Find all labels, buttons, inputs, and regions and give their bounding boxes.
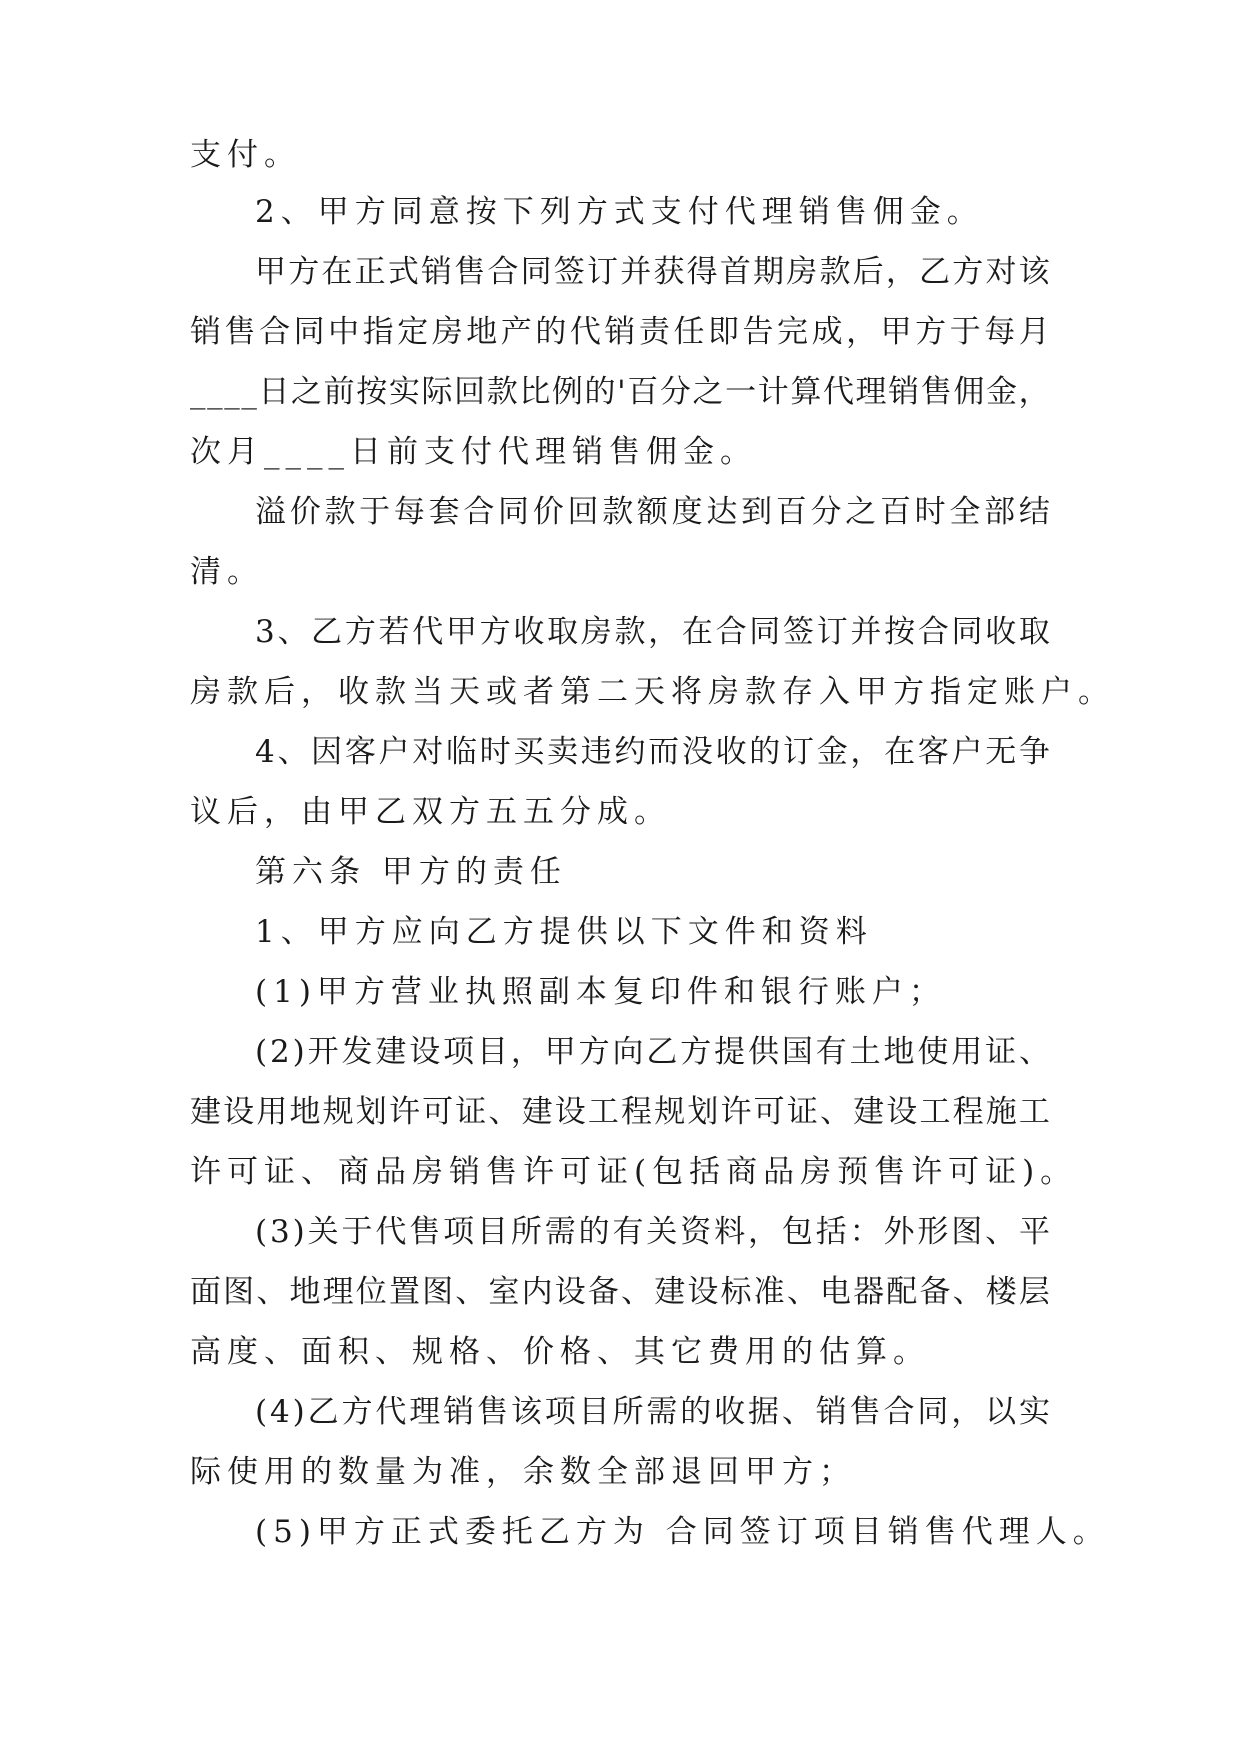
text-line: 面 图 、 地 理 位 置 图 、 室 内 设 备 、 建 设 标 准 、 电 器 配 备 、 楼 层: [190, 1274, 1050, 1310]
text-line: 议后，由甲乙双方五五分成。: [190, 794, 671, 830]
text-line: 甲 方 在 正 式 销 售 合 同 签 订 并 获 得 首 期 房 款 后 ， 乙 方 对 该: [255, 254, 1050, 290]
text-line: ( 2 ) 开 发 建 设 项 目 ， 甲 方 向 乙 方 提 供 国 有 土 地 使 用 证 、: [255, 1034, 1050, 1070]
text-line: (5)甲方正式委托乙方为 合同签订项目销售代理人。: [255, 1514, 1110, 1550]
text-line: 3 、 乙 方 若 代 甲 方 收 取 房 款 ， 在 合 同 签 订 并 按 合 同 收 取: [255, 614, 1050, 650]
text-line: 高度、面积、规格、价格、其它费用的估算。: [190, 1334, 930, 1370]
text-line: ( 3 ) 关 于 代 售 项 目 所 需 的 有 关 资 料 ， 包 括 ： 外 形 图 、 平: [255, 1214, 1050, 1250]
text-line: 房款后，收款当天或者第二天将房款存入甲方指定账户。: [190, 674, 1115, 710]
text-line: 清。: [190, 554, 264, 590]
text-line: 许可证、商品房销售许可证(包括商品房预售许可证)。: [190, 1154, 1078, 1190]
text-line: 第六条 甲方的责任: [255, 854, 567, 890]
text-line: 1、甲方应向乙方提供以下文件和资料: [255, 914, 873, 950]
text-line: 4 、 因 客 户 对 临 时 买 卖 违 约 而 没 收 的 订 金 ， 在 客 户 无 争: [255, 734, 1050, 770]
text-line: ( 4 ) 乙 方 代 理 销 售 该 项 目 所 需 的 收 据 、 销 售 合 同 ， 以 实: [255, 1394, 1050, 1430]
text-line: 销 售 合 同 中 指 定 房 地 产 的 代 销 责 任 即 告 完 成 ， 甲 方 于 每 月: [190, 314, 1050, 350]
text-line: 溢 价 款 于 每 套 合 同 价 回 款 额 度 达 到 百 分 之 百 时 全 部 结: [255, 494, 1050, 530]
text-line: 支付。: [190, 137, 301, 173]
text-line: 次月____日前支付代理销售佣金。: [190, 434, 757, 470]
text-line: _ _ _ _ 日 之 前 按 实 际 回 款 比 例 的 ' 百 分 之 一 计 算 代 理 销 售 佣 金 ，: [190, 374, 1050, 410]
text-line: 建 设 用 地 规 划 许 可 证 、 建 设 工 程 规 划 许 可 证 、 建 设 工 程 施 工: [190, 1094, 1050, 1130]
text-line: (1)甲方营业执照副本复印件和银行账户；: [255, 974, 946, 1010]
text-line: 2、甲方同意按下列方式支付代理销售佣金。: [255, 194, 984, 230]
text-line: 际使用的数量为准，余数全部退回甲方；: [190, 1454, 856, 1490]
